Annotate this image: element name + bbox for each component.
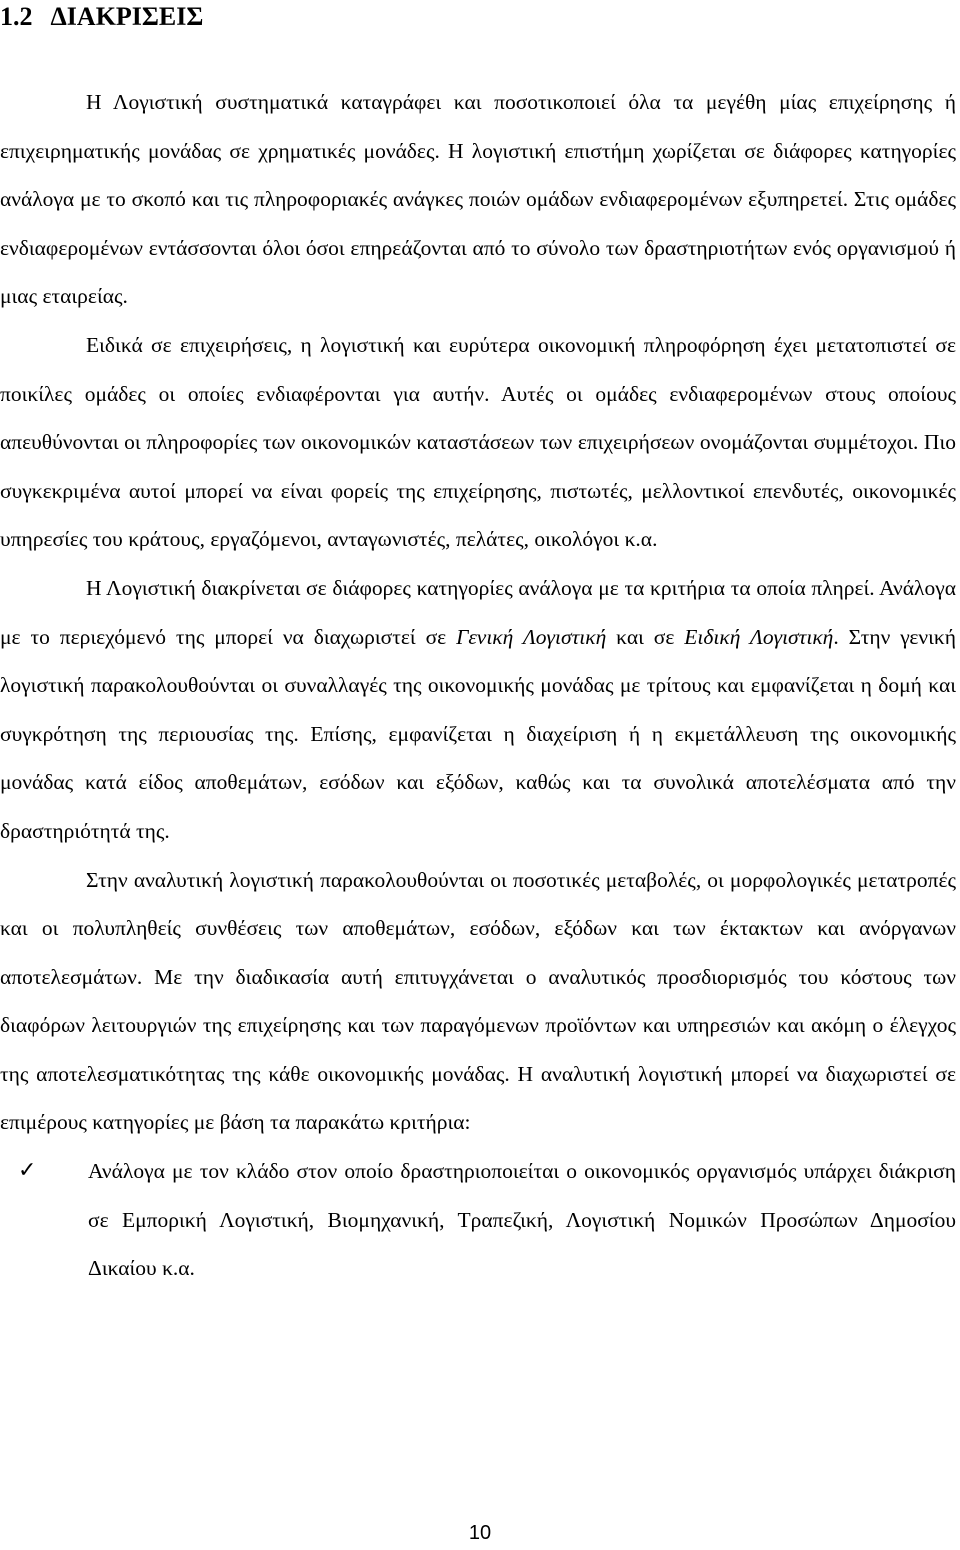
document-body xyxy=(0,78,956,1293)
paragraph-categories xyxy=(0,564,956,856)
term-general-accounting: Γενική Λογιστική xyxy=(456,624,607,649)
term-special-accounting: Ειδική Λογιστική xyxy=(684,624,834,649)
list-item-text: Ανάλογα με τον κλάδο στον οποίο δραστηριοποιείται ο οικονομικός οργανισμός υπάρχει διάκριση σε Εμπορική Λογιστική, Βιομηχανική, Τραπεζική, Λογιστική Νομικών Προσώπων Δημοσίου Δικαίου κ.α. xyxy=(88,1159,956,1281)
paragraph-stakeholders: Ειδικά σε επιχειρήσεις, η λογιστική και ευρύτερα οικονομική πληροφόρηση έχει μετατοπιστεί σε ποικίλες ομάδες οι οποίες ενδιαφέρονται για αυτήν. Αυτές οι ομάδες ενδιαφερομένων στους οποίους απευθύνονται οι πληροφορίες των οικονομικών καταστάσεων των επιχειρήσεων ονομάζονται συμμέτοχοι. Πιο συγκεκριμένα αυτοί μπορεί να είναι φορείς της επιχείρησης, πιστωτές, μελλοντικοί επενδυτές, οικονομικές υπηρεσίες του κράτους, εργαζόμενοι, ανταγωνιστές, πελάτες, οικολόγοι κ.α. xyxy=(0,332,956,552)
check-icon: ✓ xyxy=(18,1158,37,1184)
paragraph-categories-text-2: και σε xyxy=(606,624,685,649)
list-item xyxy=(0,1147,956,1293)
page-number: 10 xyxy=(468,1522,492,1544)
paragraph-analytical: Στην αναλυτική λογιστική παρακολουθούνται οι ποσοτικές μεταβολές, οι μορφολογικές μετατροπές και οι πολυπληθείς συνθέσεις των αποθεμάτων, εσόδων, εξόδων και των έκτακτων και ανόργανων αποτελεσμάτων. Με την διαδικασία αυτή επιτυγχάνεται ο αναλυτικός προσδιορισμός του κόστους των διαφόρων λειτουργιών της επιχείρησης και των παραγόμενων προϊόντων και υπηρεσιών και ακόμη ο έλεγχος της αποτελεσματικότητας της κάθε οικονομικής μονάδας. Η αναλυτική λογιστική μπορεί να διαχωριστεί σε επιμέρους κατηγορίες με βάση τα παρακάτω κριτήρια: xyxy=(0,867,956,1135)
section-title: ΔΙΑΚΡΙΣΕΙΣ xyxy=(50,2,204,31)
criteria-list xyxy=(0,1147,956,1293)
paragraph-categories-text-1: Η Λογιστική διακρίνεται σε διάφορες κατηγορίες ανάλογα με τα κριτήρια τα οποία πληρεί. Ανάλογα με το περιεχόμενό της μπορεί να διαχωριστεί σε xyxy=(0,575,956,649)
paragraph-categories-text-3: . Στην γενική λογιστική παρακολουθούνται οι συναλλαγές της οικονομικής μονάδας με τρίτους και εμφανίζεται η δομή και συγκρότηση της περιουσίας της. Επίσης, εμφανίζεται η διαχείριση ή η εκμετάλλευση της οικονομικής μονάδας κατά είδος αποθεμάτων, εσόδων και εξόδων, καθώς και τα συνολικά αποτελέσματα από την δραστηριότητά της. xyxy=(0,624,956,843)
paragraph-intro: Η Λογιστική συστηματικά καταγράφει και ποσοτικοποιεί όλα τα μεγέθη μίας επιχείρησης ή επιχειρηματικής μονάδας σε χρηματικές μονάδες. Η λογιστική επιστήμη χωρίζεται σε διάφορες κατηγορίες ανάλογα με το σκοπό και τις πληροφοριακές ανάγκες ποιών ομάδων ενδιαφερομένων εξυπηρετεί. Στις ομάδες ενδιαφερομένων εντάσσονται όλοι όσοι επηρεάζονται από το σύνολο των δραστηριοτήτων ενός οργανισμού ή μιας εταιρείας. xyxy=(0,90,956,309)
section-heading xyxy=(0,2,203,32)
section-number: 1.2 xyxy=(0,2,33,31)
